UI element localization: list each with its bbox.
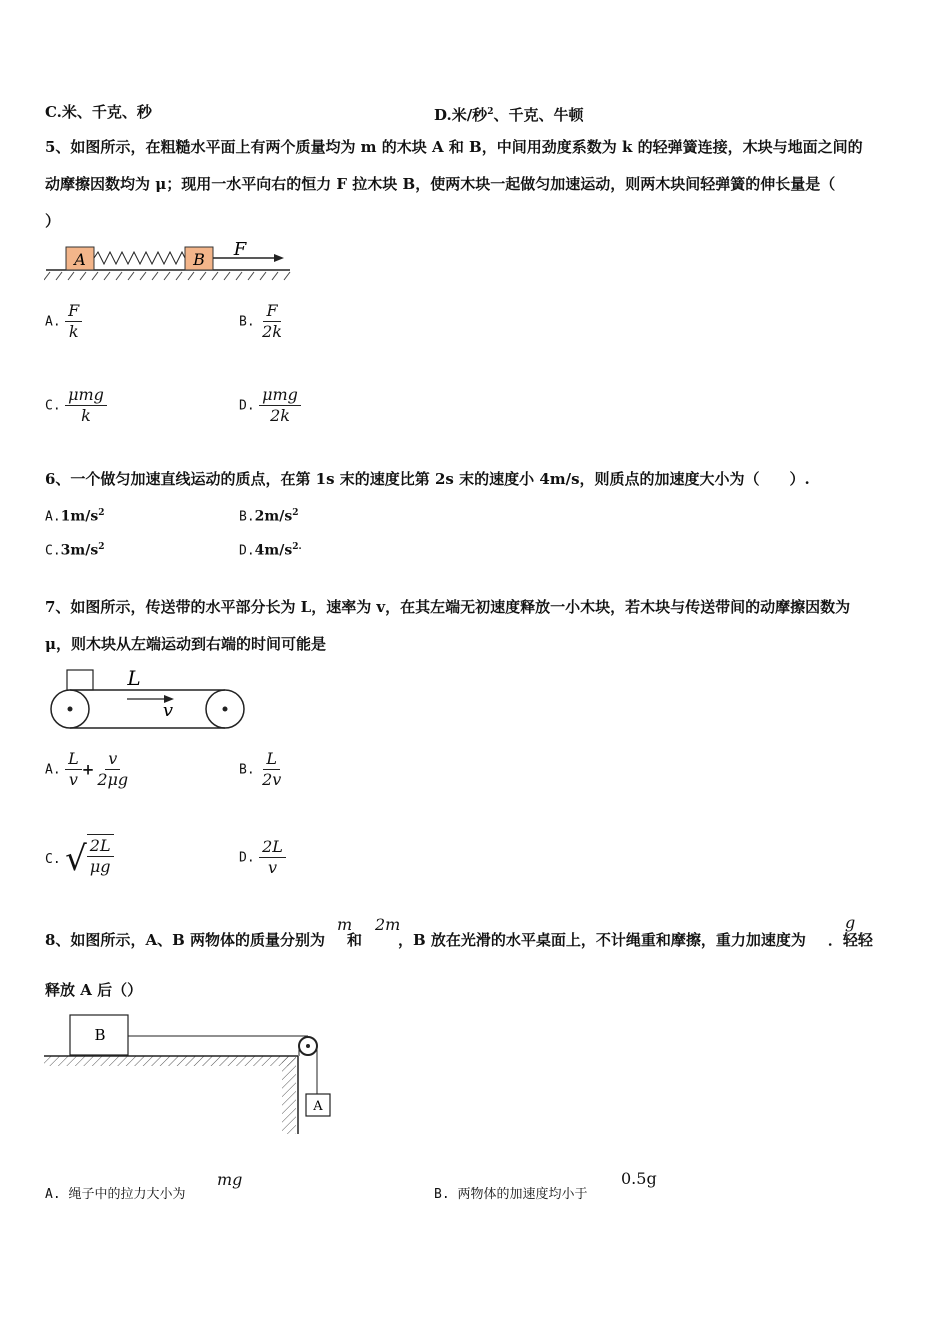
q5-option-b[interactable]: B. $\frac{F}{2k}$ xyxy=(239,301,282,341)
q6-option-b[interactable]: $B.2m/s^2$ xyxy=(239,508,299,525)
q8-option-b-math: 0.5g xyxy=(621,1169,657,1188)
q7-option-b[interactable]: B. $\frac{L}{2v}$ xyxy=(239,749,282,789)
q6-option-c[interactable]: $C.3m/s^2$ xyxy=(45,542,105,559)
q7-text-line1: 7、如图所示，传送带的水平部分长为 L，速率为 v，在其左端无初速度释放一小木块，若木块与传送带间的动摩擦因数为 xyxy=(45,598,851,616)
block-b-label: B xyxy=(94,1026,106,1044)
block-b-label: B xyxy=(193,250,205,269)
q8-option-b[interactable]: B. 两物体的加速度均小于 xyxy=(434,1187,588,1202)
length-label: L xyxy=(127,666,141,690)
speed-label: v xyxy=(162,700,174,721)
q7-option-d[interactable]: D. $\frac{2L}{v}$ xyxy=(239,838,286,877)
conveyor-block xyxy=(67,670,93,690)
q8-mass-a: m xyxy=(337,915,353,934)
q5-text-line2: 动摩擦因数均为 μ；现用一水平向右的恒力 F 拉木块 B，使两木块一起做匀加速运动，则两木块间轻弹簧的伸长量是（ xyxy=(45,175,836,193)
q8-mass-b: 2m xyxy=(375,915,401,934)
force-label: F xyxy=(233,239,247,260)
q6-option-a[interactable]: $A.1m/s^2$ xyxy=(45,508,105,525)
q5-option-a[interactable]: A. $\frac{F}{k}$ xyxy=(45,302,82,341)
q5-text-line1: 5、如图所示，在粗糙水平面上有两个质量均为 m 的木块 A 和 B，中间用劲度系数为 k 的轻弹簧连接，木块与地面之间的 xyxy=(45,138,863,156)
q8-pulley-figure xyxy=(44,1012,344,1138)
q5-option-c[interactable]: C. $\frac{\text{μmg}}{k}$ xyxy=(45,386,107,425)
q7-text-line2: μ，则木块从左端运动到右端的时间可能是 xyxy=(45,635,326,653)
q8-gravity: g xyxy=(845,913,856,932)
q5-spring-figure xyxy=(44,236,294,284)
q5-option-d[interactable]: D. $\frac{\text{μmg}}{2k}$ xyxy=(239,386,301,425)
block-a-label: A xyxy=(313,1099,323,1114)
q7-option-c[interactable]: C. √ $\frac{2L}{\mu g}$ xyxy=(45,834,114,884)
q8-option-a-math: mg xyxy=(217,1170,243,1189)
q6-option-d[interactable]: $D.4m/s^{2.}$ xyxy=(239,542,302,559)
q8-text-line1: 8、如图所示，A、B 两物体的质量分别为 和 ，B 放在光滑的水平桌面上，不计绳重和摩擦，重力加速度为 ．轻轻 xyxy=(45,931,873,949)
prev-option-d: D.米/秒$^2$、千克、牛顿 xyxy=(434,106,584,124)
q8-option-a[interactable]: A. 绳子中的拉力大小为 xyxy=(45,1187,186,1202)
prev-option-c: C.米、千克、秒 xyxy=(45,103,152,121)
q6-text: 6、一个做匀加速直线运动的质点，在第 1s 末的速度比第 2s 末的速度小 4m/s，则质点的加速度大小为（ ）. xyxy=(45,470,810,488)
block-a-label: A xyxy=(74,250,86,269)
q5-text-line3: ） xyxy=(45,212,61,230)
q7-conveyor-figure xyxy=(44,664,250,734)
q7-option-a[interactable]: A. $\frac{L}{v}$ + $\frac{v}{2\mu g}$ xyxy=(45,749,129,789)
q8-text-line2: 释放 A 后（） xyxy=(45,981,143,999)
